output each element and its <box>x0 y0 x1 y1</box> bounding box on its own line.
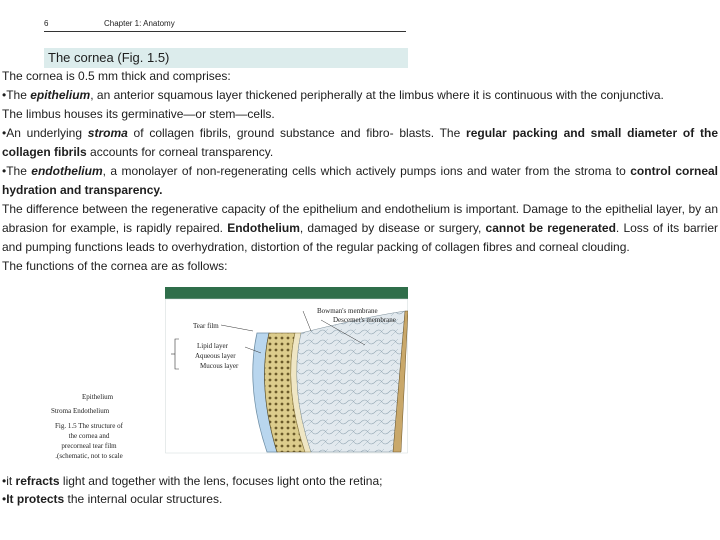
stroma-endothelium-label: Stroma Endothelium <box>51 407 110 415</box>
lipid-layer-label: Lipid layer <box>197 342 228 350</box>
list-item: •it refracts light and together with the lens, focuses light onto the retina; <box>2 474 383 488</box>
figure-caption: Fig. 1.5 The structure of the cornea and precorneal tear film .(schematic, not to scale <box>55 422 123 460</box>
chapter-title: Chapter 1: Anatomy <box>104 19 175 28</box>
figure-header-bar <box>165 287 408 299</box>
body-text <box>2 67 718 276</box>
limbus-paragraph: The limbus houses its germinative—or stem—cells. <box>2 107 275 121</box>
aqueous-layer-label: Aqueous layer <box>195 352 236 360</box>
header-rule <box>44 31 406 32</box>
functions-list <box>2 472 718 508</box>
bowman-label: Bowman's membrane <box>317 307 378 315</box>
mucous-layer-label: Mucous layer <box>200 362 239 370</box>
functions-paragraph: The functions of the cornea are as follows: <box>2 259 228 273</box>
section-title: The cornea (Fig. 1.5) <box>44 48 408 68</box>
difference-paragraph: The difference between the regenerative capacity of the epithelium and endothelium is important. Damage to the epithelial layer, by an abrasion for example, is rapidly repaired. Endothelium, damaged by disease or surgery, cannot be regenerated. Loss of its barrier and pumping functions leads to overhydration, distortion of the regular packing of collagen fibres and corneal clouding. <box>2 202 719 254</box>
tear-film-label: Tear film <box>193 322 219 330</box>
stroma-paragraph: •An underlying stroma of collagen fibrils, ground substance and fibro- blasts. The regular packing and small diameter of the collagen fibrils accounts for corneal transparency. <box>2 126 718 159</box>
list-item: •It protects the internal ocular structures. <box>2 492 223 506</box>
stroma-layer <box>297 311 405 452</box>
epithelium-label: Epithelium <box>82 393 114 401</box>
descemet-label: Descemet's membrane <box>333 316 396 324</box>
epithelium-paragraph: •The epithelium, an anterior squamous layer thickened peripherally at the limbus where it is continuous with the conjunctiva. <box>2 88 664 102</box>
page-number: 6 <box>44 19 49 28</box>
endothelium-paragraph: •The endothelium, a monolayer of non-regenerating cells which actively pumps ions and water from the stroma to control corneal hydration and transparency. <box>2 164 719 197</box>
intro-paragraph: The cornea is 0.5 mm thick and comprises: <box>2 69 231 83</box>
cornea-figure <box>165 287 408 454</box>
